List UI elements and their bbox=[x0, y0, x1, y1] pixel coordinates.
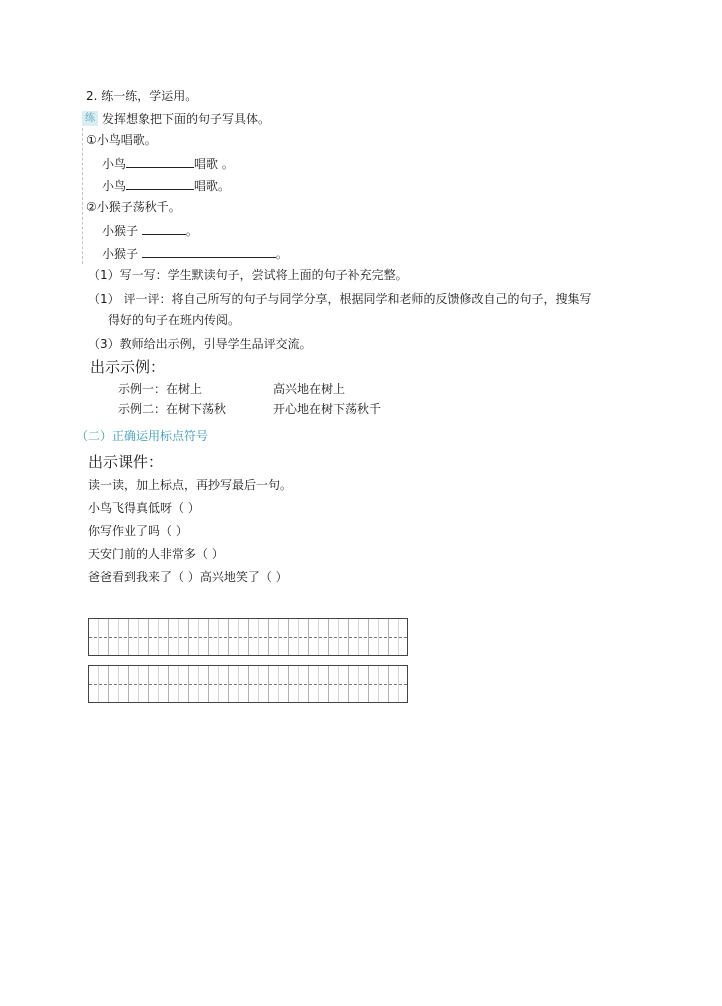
step-1: （1）写一写：学生默读句子，尝试将上面的句子补充完整。 bbox=[88, 268, 408, 282]
writing-grid-2[interactable] bbox=[88, 665, 408, 703]
fill-blank[interactable] bbox=[126, 155, 194, 168]
courseware-heading: 出示课件： bbox=[88, 453, 164, 471]
step-2: （1） 评一评：将自己所写的句子与同学分享，根据同学和老师的反馈修改自己的句子，搜集写 bbox=[88, 292, 592, 306]
dashed-margin-line bbox=[82, 128, 83, 264]
punct-instruction: 读一读，加上标点，再抄写最后一句。 bbox=[88, 478, 293, 492]
instruction: 发挥想象把下面的句子写具体。 bbox=[102, 112, 271, 126]
item1-label: ①小鸟唱歌。 bbox=[86, 133, 157, 147]
practice-badge-icon: 练 bbox=[82, 111, 98, 126]
fill-blank[interactable] bbox=[142, 222, 186, 235]
example-2-value: 开心地在树下荡秋千 bbox=[273, 402, 382, 416]
step-2-continued: 得好的句子在班内传阅。 bbox=[108, 313, 241, 327]
section2-title: （二）正确运用标点符号 bbox=[76, 429, 209, 443]
writing-grid-1[interactable] bbox=[88, 618, 408, 656]
examples-heading: 出示示例： bbox=[90, 358, 166, 376]
section-title: 2. 练一练，学运用。 bbox=[86, 89, 198, 103]
punct-line-2: 你写作业了吗（ ） bbox=[88, 524, 188, 538]
item1-line1: 小鸟 唱歌 。 bbox=[102, 157, 234, 171]
fill-blank[interactable] bbox=[142, 245, 276, 258]
punct-line-3: 天安门前的人非常多（ ） bbox=[88, 547, 224, 561]
item2-line2: 小猴子 。 bbox=[102, 247, 288, 261]
item1-line2: 小鸟 唱歌。 bbox=[102, 179, 231, 193]
punct-line-1: 小鸟飞得真低呀（ ） bbox=[88, 501, 200, 515]
example-1-value: 高兴地在树上 bbox=[273, 382, 346, 396]
example-2-label: 示例二：在树下荡秋 bbox=[118, 402, 227, 416]
step-3: （3）教师给出示例，引导学生品评交流。 bbox=[88, 337, 312, 351]
example-1-label: 示例一：在树上 bbox=[118, 382, 203, 396]
item2-line1: 小猴子 。 bbox=[102, 224, 198, 238]
fill-blank[interactable] bbox=[126, 177, 194, 190]
punct-line-4: 爸爸看到我来了（ ）高兴地笑了（ ） bbox=[88, 570, 288, 584]
item2-label: ②小猴子荡秋千。 bbox=[86, 200, 181, 214]
